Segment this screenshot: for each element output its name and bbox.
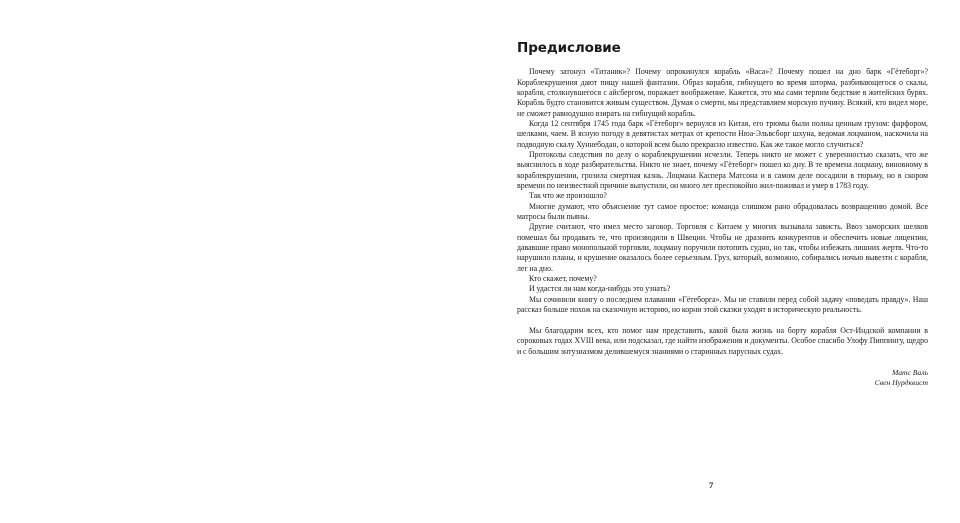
paragraph: Так что же произошло? — [529, 191, 607, 201]
paragraph: Кто скажет, почему? — [529, 274, 597, 284]
page-title: Предисловие — [517, 40, 621, 56]
page-number: 7 — [709, 480, 714, 490]
author-signature — [517, 368, 928, 388]
paragraph: И удастся ли нам когда-нибудь это узнать? — [529, 284, 671, 294]
paragraph: Почему затонул «Титаник»? Почему опрокинулся корабль «Васа»? Почему пошел на дно барк «Гётеборг»? Кораблекрушения дают пищу нашей фантазии. Образ корабля, гибнущего во время шторма, разбивающегося о скалы, корабля, столкнувшегося с айсбергом, поражает воображение. Кажется, это мы сами терпим бедствие в житейских бурях. Корабль будто становится живым существом. Думая о смерти, мы представляем морскую пучину. Всякий, кто видел море, не сможет равнодушно взирать на гибнущий корабль. — [517, 67, 928, 118]
paragraph: Протоколы следствия по делу о кораблекрушении исчезли. Теперь никто не может с уверенностью сказать, что же выяснилось в ходе разбирательства. Никто не знает, почему «Гётеборг» пошел ко дну. В те времена лоцману, виновному в кораблекрушении, грозила смертная казнь. Лоцмана Каспера Матсона и в самом деле посадили в тюрьму, но в скором времени по неизвестной причине выпустили, он много лет преспокойно жил-поживал и умер в 1783 году. — [517, 149, 928, 190]
paragraph: Мы благодарим всех, кто помог нам представить, какой была жизнь на борту корабля Ост-Индской компании в сороковых годах XVIII века, или подсказал, где найти изображения и документы. Особое спасибо Улофу Пиппингу, щедро и с большим энтузиазмом делившемуся знаниями о старинных парусных судах. — [517, 325, 928, 356]
paragraph: Когда 12 сентября 1745 года барк «Гётеборг» вернулся из Китая, его трюмы были полны ценным грузом: фарфором, шелками, чаем. В ясную погоду в девятистах метрах от крепости Нюа-Эльвсборг шхуна, ведомая лоцманом, наскочила на подводную скалу Хуннебодан, о которой всем было прекрасно известно. Как же такое могло случиться? — [517, 118, 928, 149]
signature-author-primary: Матс Валь — [892, 367, 928, 377]
body-text — [517, 67, 928, 357]
signature-author-secondary: Свен Нурдквист — [874, 378, 928, 388]
text-column — [517, 40, 928, 388]
paragraph: Многие думают, что объяснение тут самое простое: команда слишком рано обрадовалась возвращению домой. Все матросы были пьяны. — [517, 201, 928, 221]
preface-recto-page — [480, 0, 960, 523]
paragraph: Другие считают, что имел место заговор. Торговля с Китаем у многих вызывала зависть. Ввоз заморских шелков помешал бы продавать те, что производили в Швеции. Чтобы не дразнить конкурентов и обеспечить новые лицензии, дававшие право монопольной торговли, лоцману поручили потопить судно, но так, чтобы избежать лишних жертв. Что-то нарушило планы, и крушение оказалось более серьезным. Груз, который, возможно, собирались ночью вывезти с корабля, лег на дно. — [517, 222, 928, 273]
paragraph: Мы сочинили книгу о последнем плавании «Гётеборга». Мы не ставили перед собой задачу «поведать правду». Наш рассказ больше похож на сказочную историю, но корни этой сказки уходят в историческую реальность. — [517, 294, 928, 315]
